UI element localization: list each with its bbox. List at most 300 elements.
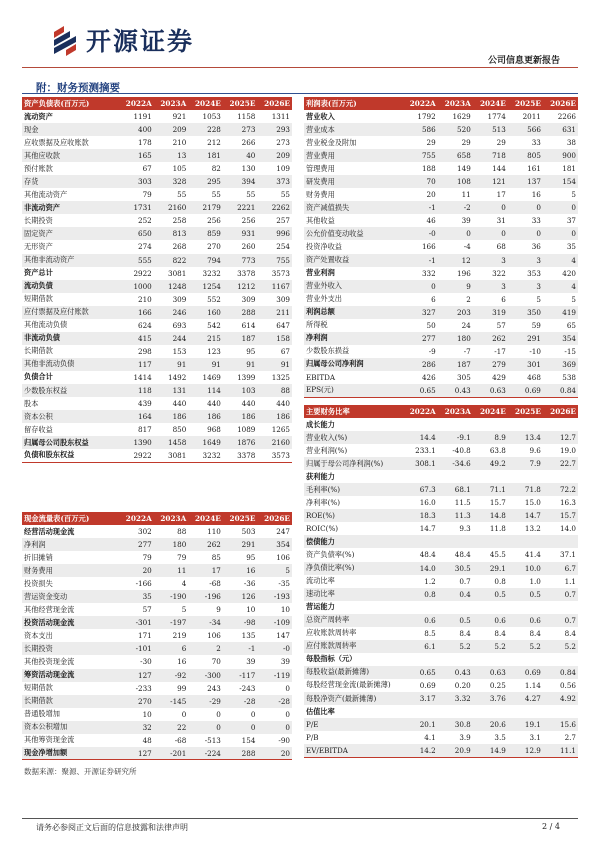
value-cell: 127 xyxy=(119,747,154,760)
value-cell: 118 xyxy=(119,384,154,397)
table-row xyxy=(22,319,292,332)
row-label: 毛利率(%) xyxy=(304,483,403,496)
table-row xyxy=(304,201,578,214)
value-cell: 996 xyxy=(257,227,292,240)
value-cell: -34.6 xyxy=(438,457,473,470)
value-cell: 19.0 xyxy=(559,446,576,456)
value-cell: 3.5 xyxy=(494,733,506,743)
value-cell: -68 xyxy=(174,735,187,745)
value-cell: 144 xyxy=(492,164,506,174)
table-row xyxy=(304,522,578,535)
value-cell: -92 xyxy=(154,669,189,682)
value-cell: 555 xyxy=(119,254,154,267)
value-cell: 135 xyxy=(241,631,256,641)
value-cell: 20.9 xyxy=(438,744,473,757)
value-cell: 8.4 xyxy=(459,628,471,638)
table-row xyxy=(304,332,578,345)
value-cell: 158 xyxy=(257,332,292,345)
footer-divider xyxy=(22,818,578,819)
value-cell: 15.7 xyxy=(489,498,506,508)
value-cell: 328 xyxy=(154,175,189,188)
value-cell: 137 xyxy=(508,175,543,188)
value-cell: 0.63 xyxy=(473,384,508,397)
value-cell: 130 xyxy=(241,164,256,174)
table-row xyxy=(304,562,578,575)
value-cell: 6 xyxy=(501,294,506,304)
value-cell: 10 xyxy=(142,709,152,719)
year-header-cell: 2023A xyxy=(438,405,473,418)
value-cell: 805 xyxy=(508,149,543,162)
value-cell: 273 xyxy=(223,123,258,136)
row-label: 流动负债 xyxy=(22,280,119,293)
value-cell: 215 xyxy=(188,332,223,345)
value-cell xyxy=(543,653,578,666)
value-cell: 121 xyxy=(473,175,508,188)
value-cell: 3378 xyxy=(223,449,258,462)
row-label: 获利能力 xyxy=(306,471,335,481)
value-cell: 46 xyxy=(426,216,436,226)
value-cell: -15 xyxy=(564,346,576,356)
value-cell: 0.7 xyxy=(459,576,471,586)
value-cell: 931 xyxy=(223,227,258,240)
table-row xyxy=(22,201,292,214)
value-cell: -9.1 xyxy=(438,431,473,444)
table-row xyxy=(22,629,292,642)
value-cell: 439 xyxy=(138,399,152,409)
table-row xyxy=(304,306,578,319)
value-cell: 566 xyxy=(508,123,543,136)
table-row xyxy=(304,188,578,201)
value-cell: 16.3 xyxy=(559,498,576,508)
table-row xyxy=(22,123,292,136)
year-header-cell: 2025E xyxy=(223,97,258,110)
value-cell: -233 xyxy=(135,683,152,693)
row-label: 所得税 xyxy=(306,320,328,330)
value-cell: 0.43 xyxy=(438,666,473,679)
value-cell xyxy=(438,470,473,483)
value-cell: 29 xyxy=(461,138,471,148)
row-label: 每股净资产(最新摊薄) xyxy=(304,692,403,705)
value-cell: 22 xyxy=(154,721,189,734)
value-cell: 55 xyxy=(246,190,256,200)
value-cell: 188 xyxy=(421,164,436,174)
table-row xyxy=(22,577,292,590)
value-cell: 0.5 xyxy=(508,588,543,601)
table-row xyxy=(304,293,578,306)
table-row xyxy=(22,345,292,358)
row-label: 短期借款 xyxy=(24,294,53,304)
value-cell: 79 xyxy=(142,553,152,563)
value-cell: 277 xyxy=(119,538,154,551)
value-cell: 4.92 xyxy=(543,692,578,705)
value-cell: 1248 xyxy=(154,280,189,293)
value-cell: 755 xyxy=(257,254,292,267)
value-cell: 40 xyxy=(223,149,258,162)
table-row xyxy=(22,332,292,345)
table-row xyxy=(22,162,292,175)
value-cell: 166 xyxy=(421,242,436,252)
value-cell: 35 xyxy=(566,242,576,252)
value-cell xyxy=(438,418,473,431)
value-cell: 30.5 xyxy=(438,562,473,575)
value-cell xyxy=(508,705,543,718)
value-cell xyxy=(473,418,508,431)
year-header-cell: 2023A xyxy=(154,512,189,525)
value-cell: 186 xyxy=(257,410,292,423)
value-cell: 153 xyxy=(172,346,187,356)
value-cell: -119 xyxy=(257,669,292,682)
table-row xyxy=(22,551,292,564)
title-divider xyxy=(22,93,578,94)
row-label: 长期投资 xyxy=(22,642,119,655)
value-cell: 2.7 xyxy=(564,733,576,743)
table-row xyxy=(304,240,578,253)
year-header-cell: 2022A xyxy=(119,97,154,110)
row-label: 营业外收入 xyxy=(304,280,403,293)
value-cell: 429 xyxy=(492,372,506,382)
value-cell: 354 xyxy=(543,332,578,345)
value-cell: 82 xyxy=(211,164,221,174)
value-cell: 20 xyxy=(119,564,154,577)
row-label: 资本支出 xyxy=(24,630,53,640)
row-label: 财务费用 xyxy=(22,564,119,577)
value-cell: 0 xyxy=(508,227,543,240)
year-header-cell: 2026E xyxy=(257,512,292,525)
value-cell: -224 xyxy=(188,747,223,760)
row-label: 资产处置收益 xyxy=(304,254,403,267)
row-label: 资产负债率(%) xyxy=(306,549,355,559)
value-cell: 103 xyxy=(223,384,258,397)
year-header-cell: 2022A xyxy=(119,512,154,525)
value-cell: 33 xyxy=(531,216,541,226)
value-cell: 15.6 xyxy=(543,718,578,731)
table-row xyxy=(22,397,292,410)
value-cell: 252 xyxy=(138,216,152,226)
row-label: 其他经营现金流 xyxy=(24,604,75,614)
value-cell: -68 xyxy=(209,579,221,589)
table-row xyxy=(22,590,292,603)
row-label: EV/EBITDA xyxy=(304,744,403,757)
table-row xyxy=(304,535,578,548)
value-cell: 254 xyxy=(276,242,290,252)
value-cell: 258 xyxy=(172,216,187,226)
value-cell: 14.0 xyxy=(403,562,438,575)
value-cell: 10 xyxy=(246,605,256,615)
value-cell: 147 xyxy=(276,631,290,641)
row-label: 营业利润 xyxy=(306,268,335,278)
value-cell: 298 xyxy=(138,346,152,356)
value-cell: -1 xyxy=(223,642,258,655)
value-cell: 48 xyxy=(142,735,152,745)
table-row xyxy=(22,682,292,695)
value-cell: 15.7 xyxy=(543,509,578,522)
value-cell: 0.8 xyxy=(494,576,506,586)
footer-disclaimer: 请务必参阅正文后面的信息披露和法律声明 xyxy=(36,823,188,832)
table-row xyxy=(304,470,578,483)
value-cell: 15.0 xyxy=(524,498,541,508)
value-cell: 91 xyxy=(188,358,223,371)
row-label: 净负债比率(%) xyxy=(304,562,403,575)
value-cell: 67 xyxy=(142,164,152,174)
value-cell: 0.25 xyxy=(489,680,506,690)
value-cell: 538 xyxy=(562,372,576,382)
value-cell: 39 xyxy=(246,657,256,667)
value-cell: 279 xyxy=(473,358,508,371)
table-row xyxy=(304,444,578,457)
value-cell xyxy=(473,601,508,614)
row-label: 营业费用 xyxy=(304,149,403,162)
row-label: 其他筹资现金流 xyxy=(24,735,75,745)
row-label: 营运资金变动 xyxy=(22,590,119,603)
value-cell: 88 xyxy=(257,384,292,397)
row-label: 总资产周转率 xyxy=(304,614,403,627)
value-cell: 12.7 xyxy=(543,431,578,444)
value-cell: 1876 xyxy=(223,436,258,449)
value-cell xyxy=(543,470,578,483)
table-row xyxy=(22,564,292,577)
value-cell: 0 xyxy=(181,709,187,719)
table-row xyxy=(22,267,292,280)
value-cell: 109 xyxy=(276,164,290,174)
value-cell: 968 xyxy=(207,425,221,435)
value-cell xyxy=(508,601,543,614)
value-cell: -28 xyxy=(223,695,258,708)
value-cell: 1311 xyxy=(271,112,290,122)
value-cell: 2922 xyxy=(119,449,154,462)
row-label: 短期借款 xyxy=(24,683,53,693)
value-cell xyxy=(403,418,438,431)
value-cell: 11.3 xyxy=(438,509,473,522)
table-row xyxy=(22,358,292,371)
table-row xyxy=(22,747,292,760)
value-cell: 0 xyxy=(188,721,223,734)
value-cell: 3.17 xyxy=(403,692,438,705)
value-cell: 210 xyxy=(172,138,187,148)
value-cell: 72.2 xyxy=(543,483,578,496)
value-cell: 415 xyxy=(119,332,154,345)
value-cell xyxy=(403,601,438,614)
value-cell: 650 xyxy=(119,227,154,240)
value-cell: 277 xyxy=(403,332,438,345)
value-cell: 0 xyxy=(285,683,290,693)
value-cell: 1191 xyxy=(133,112,152,122)
value-cell: 65 xyxy=(566,320,576,330)
value-cell: 24 xyxy=(461,320,471,330)
value-cell: 48.4 xyxy=(419,550,436,560)
value-cell: -7 xyxy=(463,346,471,356)
value-cell: -30 xyxy=(140,657,152,667)
row-label: 负债和股东权益 xyxy=(22,449,119,462)
value-cell: 154 xyxy=(241,735,256,745)
value-cell: 3 xyxy=(508,254,543,267)
header-divider xyxy=(22,67,578,68)
value-cell: 0.65 xyxy=(403,384,438,397)
value-cell: 55 xyxy=(280,190,290,200)
value-cell: 203 xyxy=(438,306,473,319)
table-row xyxy=(304,431,578,444)
table-row xyxy=(22,149,292,162)
year-header-cell: 2023A xyxy=(438,97,473,110)
row-label: 应收票据及应收账款 xyxy=(24,137,89,147)
row-label: 每股经营现金流(最新摊薄) xyxy=(306,680,391,690)
table-row xyxy=(22,603,292,616)
table-row xyxy=(304,149,578,162)
row-label: 应付账款周转率 xyxy=(304,640,403,653)
value-cell: 171 xyxy=(138,631,152,641)
table-row xyxy=(22,655,292,668)
table-row xyxy=(22,293,292,306)
table-row xyxy=(22,449,292,462)
table-row xyxy=(304,744,578,757)
table-row xyxy=(22,280,292,293)
value-cell: 181 xyxy=(188,149,223,162)
value-cell: 6 xyxy=(431,294,436,304)
value-cell: 106 xyxy=(207,631,221,641)
row-label: 营业税金及附加 xyxy=(306,137,357,147)
value-cell: 37.1 xyxy=(559,550,576,560)
value-cell: 440 xyxy=(207,399,221,409)
value-cell xyxy=(403,470,438,483)
value-cell: 187 xyxy=(223,332,258,345)
value-cell: 624 xyxy=(138,320,152,330)
value-cell: 262 xyxy=(188,538,223,551)
value-cell: 0.69 xyxy=(508,666,543,679)
value-cell: 48.4 xyxy=(454,550,471,560)
value-cell: 1.0 xyxy=(529,576,541,586)
row-label: 普通股增加 xyxy=(24,709,60,719)
row-label: 非流动负债 xyxy=(22,332,119,345)
table-header-row xyxy=(304,97,578,110)
value-cell: -166 xyxy=(135,579,152,589)
value-cell: -1 xyxy=(403,254,438,267)
value-cell: 288 xyxy=(223,747,258,760)
value-cell: -28 xyxy=(257,695,292,708)
value-cell: 0.6 xyxy=(508,614,543,627)
value-cell: 647 xyxy=(276,320,290,330)
value-cell: 186 xyxy=(154,410,189,423)
row-label: 其他非流动资产 xyxy=(22,254,119,267)
value-cell: 187 xyxy=(438,358,473,371)
row-label: 归属母公司股东权益 xyxy=(22,436,119,449)
value-cell: 319 xyxy=(473,306,508,319)
value-cell: 14.7 xyxy=(419,524,436,534)
value-cell: 12 xyxy=(438,254,473,267)
row-label: 长期投资 xyxy=(24,215,53,225)
value-cell: 9.3 xyxy=(459,524,471,534)
value-cell: -36 xyxy=(243,579,256,589)
value-cell: 219 xyxy=(172,631,187,641)
value-cell: 14.9 xyxy=(473,744,508,757)
value-cell: 3 xyxy=(473,280,508,293)
value-cell: 33 xyxy=(531,138,541,148)
value-cell: 210 xyxy=(138,294,152,304)
value-cell: 20.6 xyxy=(473,718,508,731)
row-label: 无形资产 xyxy=(24,241,53,251)
value-cell: 274 xyxy=(138,242,152,252)
value-cell xyxy=(403,653,438,666)
value-cell: 3573 xyxy=(271,268,290,278)
table-row xyxy=(22,708,292,721)
table-row xyxy=(304,358,578,371)
value-cell: 166 xyxy=(119,306,154,319)
value-cell: 3.32 xyxy=(438,692,473,705)
value-cell: 0 xyxy=(543,201,578,214)
value-cell: 631 xyxy=(543,123,578,136)
value-cell: 3081 xyxy=(154,449,189,462)
value-cell: 0.65 xyxy=(403,666,438,679)
value-cell: 70 xyxy=(211,657,221,667)
value-cell: 1212 xyxy=(223,280,258,293)
value-cell: 3 xyxy=(473,254,508,267)
table-title-cell: 资产负债表(百万元) xyxy=(22,97,119,110)
value-cell: 794 xyxy=(188,254,223,267)
value-cell: 3.76 xyxy=(473,692,508,705)
value-cell: 426 xyxy=(421,372,436,382)
value-cell: 850 xyxy=(172,425,187,435)
value-cell: 1.2 xyxy=(424,576,436,586)
row-label: 长期借款 xyxy=(22,695,119,708)
row-label: P/E xyxy=(304,718,403,731)
row-label: 其他流动资产 xyxy=(24,189,68,199)
row-label: 其他应收款 xyxy=(22,149,119,162)
value-cell: 11 xyxy=(461,190,471,200)
value-cell: 1.1 xyxy=(564,576,576,586)
value-cell: -201 xyxy=(154,747,189,760)
value-cell: 178 xyxy=(138,138,152,148)
row-label: 营运能力 xyxy=(306,602,335,612)
value-cell: -4 xyxy=(463,242,471,252)
value-cell: 209 xyxy=(257,149,292,162)
report-type: 公司信息更新报告 xyxy=(487,56,560,66)
value-cell: 181 xyxy=(562,164,576,174)
value-cell: 0 xyxy=(543,227,578,240)
table-row xyxy=(304,731,578,744)
table-row xyxy=(304,267,578,280)
row-label: 研发费用 xyxy=(304,175,403,188)
row-label: 净利润 xyxy=(304,332,403,345)
value-cell: 1390 xyxy=(119,436,154,449)
value-cell: -35 xyxy=(278,579,290,589)
value-cell: 5 xyxy=(181,605,187,615)
table-row xyxy=(22,227,292,240)
value-cell: -9 xyxy=(428,346,436,356)
table-title-cell: 主要财务比率 xyxy=(304,405,403,418)
value-cell: 822 xyxy=(154,254,189,267)
value-cell: 2 xyxy=(188,642,223,655)
table-row xyxy=(304,627,578,640)
table-row xyxy=(22,254,292,267)
table-row xyxy=(22,306,292,319)
value-cell: 11 xyxy=(154,564,189,577)
value-cell: 0.20 xyxy=(454,680,471,690)
row-label: 少数股东权益 xyxy=(22,384,119,397)
value-cell: 233.1 xyxy=(415,446,436,456)
value-cell: 0.5 xyxy=(438,614,473,627)
value-cell: 2160 xyxy=(257,436,292,449)
value-cell: 260 xyxy=(241,242,256,252)
value-cell xyxy=(473,535,508,548)
value-cell: 17 xyxy=(188,564,223,577)
table-header-row xyxy=(304,405,578,418)
value-cell: -90 xyxy=(278,735,290,745)
value-cell: 39 xyxy=(280,657,290,667)
value-cell: 14.0 xyxy=(559,524,576,534)
value-cell: 247 xyxy=(276,527,290,537)
value-cell: 36 xyxy=(531,242,541,252)
value-cell: 0 xyxy=(216,709,221,719)
value-cell: 59 xyxy=(531,320,541,330)
page-number: 2 / 4 xyxy=(542,822,560,831)
